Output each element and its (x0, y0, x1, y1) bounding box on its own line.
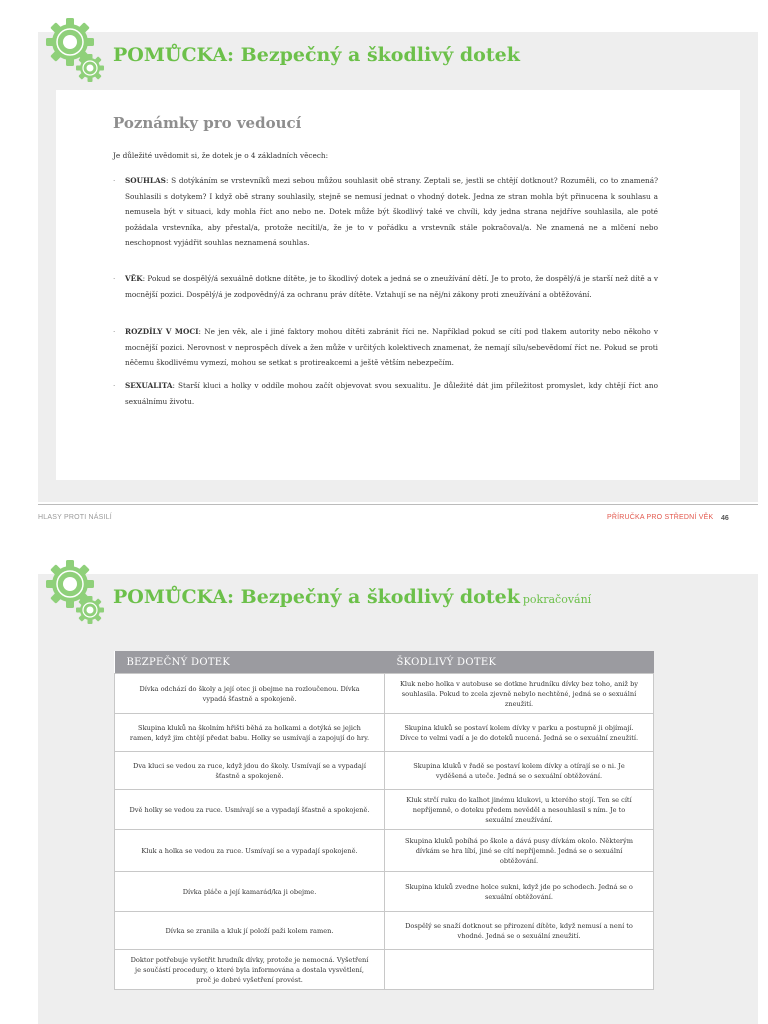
bullet: · (113, 176, 116, 185)
bullet: · (113, 381, 116, 390)
item-text: : Pokud se dospělý/á sexuálně dotkne dítěte, je to škodlivý dotek a jedná se o zneužívání dětí. Je to proto, že dospělý/á je starší než dítě a v mocnější pozici. Dospělý/á je zodpovědný/á za ochranu práv dítěte. Vztahují se na něj/ni zákony proti zneužívání a obtěžování. (125, 274, 658, 299)
list-item (113, 271, 658, 302)
table-row (115, 912, 654, 950)
page-number: 46 (721, 515, 729, 522)
column-header-safe: BEZPEČNÝ DOTEK (115, 651, 385, 674)
table-cell: Dívka odchází do školy a její otec ji obejme na rozloučenou. Dívka vypadá šťastně a spokojeně. (115, 674, 385, 714)
page-title-suffix: pokračování (522, 593, 592, 606)
table-cell: Skupina kluků v řadě se postaví kolem dívky a otírají se o ni. Je vyděšená a uteče. Jedná se o sexuální obtěžování. (385, 752, 654, 790)
page-title (113, 586, 591, 608)
table-row (115, 674, 654, 714)
footer-divider (38, 504, 758, 505)
footer-right-text: PŘÍRUČKA PRO STŘEDNÍ VĚK (607, 514, 714, 521)
intro-text: Je důležité uvědomit si, že dotek je o 4 základních věcech: (113, 151, 329, 160)
table-cell: Kluk nebo holka v autobuse se dotkne hrudníku dívky bez toho, aniž by souhlasila. Pokud to zcela zjevně nebylo nechtěné, jedná se o sexuální zneužití. (385, 674, 654, 714)
page-title-text: POMŮCKA: Bezpečný a škodlivý dotek (113, 586, 520, 608)
footer-left-text: HLASY PROTI NÁSILÍ (38, 514, 112, 521)
table-row (115, 714, 654, 752)
item-term: VĚK (125, 274, 143, 283)
gear-icon (46, 558, 108, 626)
list-item (113, 324, 658, 371)
table-cell: Skupina kluků pobíhá po škole a dává pusy dívkám okolo. Některým dívkám se hra líbí, jiné se cítí nepříjemně. Jedná se o sexuální obtěžování. (385, 830, 654, 872)
table-cell: Dva kluci se vedou za ruce, když jdou do školy. Usmívají se a vypadají šťastně a spokojeně. (115, 752, 385, 790)
table-cell: Dívka pláče a její kamarád/ka ji obejme. (115, 872, 385, 912)
table-header-row (115, 651, 654, 674)
item-term: ROZDÍLY V MOCI (125, 327, 199, 336)
table-row (115, 830, 654, 872)
table-row (115, 790, 654, 830)
page-title: POMŮCKA: Bezpečný a škodlivý dotek (113, 44, 520, 66)
notes-heading: Poznámky pro vedoucí (113, 114, 302, 132)
table-cell: Kluk strčí ruku do kalhot jinému klukovi, u kterého stojí. Ten se cítí nepříjemně, o doteku předem nevěděl a nesouhlasil s ním. Je to sexuální zneužívání. (385, 790, 654, 830)
table-row (115, 752, 654, 790)
table-cell: Doktor potřebuje vyšetřit hrudník dívky, protože je nemocná. Vyšetření je součástí procedury, o které byla informována a dostala vysvětlení, proč je dobré vyšetření provést. (115, 950, 385, 990)
item-text: : Starší kluci a holky v oddíle mohou začít objevovat svou sexualitu. Je důležité dát jim příležitost promyslet, kdy chtějí říct ano sexuálnímu životu. (125, 381, 658, 406)
table-cell: Dospělý se snaží dotknout se přirození dítěte, když nemusí a není to vhodné. Jedná se o sexuální zneužití. (385, 912, 654, 950)
touch-comparison-table (114, 651, 654, 990)
table-cell: Dívka se zranila a kluk jí položí paži kolem ramen. (115, 912, 385, 950)
item-term: SEXUALITA (125, 381, 173, 390)
table-cell: Dvě holky se vedou za ruce. Usmívají se a vypadají šťastně a spokojeně. (115, 790, 385, 830)
table-cell: Skupina kluků se postaví kolem dívky v parku a postupně ji objímají. Dívce to velmi vadí a je do doteků nucená. Jedná se o sexuální zneužití. (385, 714, 654, 752)
table-cell (385, 950, 654, 990)
item-text: : S dotýkáním se vrstevníků mezi sebou můžou souhlasit obě strany. Zeptali se, jestli se chtějí dotknout? Rozuměli, co to znamená? Souhlasili s dotykem? I když obě strany souhlasily, stejně se nemusí jednat o vhodný dotek. Jedna ze stran mohla být přinucena k souhlasu a nemusela být v situaci, kdy mohla říct ano nebo ne. Dotek může být škodlivý také ve chvíli, kdy jedna strana nejdříve souhlasila, ale poté požádala vrstevníka, aby přestal/a, protože necítil/a, že je to v pořádku a vrstevník stále pokračoval/a. Ne znamená ne a mlčení nebo neschopnost vyjádřit souhlas neznamená souhlas. (125, 176, 658, 247)
gear-icon (46, 16, 108, 84)
list-item (113, 173, 658, 251)
table-row (115, 950, 654, 990)
item-text: : Ne jen věk, ale i jiné faktory mohou dítěti zabránit říci ne. Například pokud se cítí pod tlakem autority nebo někoho v mocnější pozici. Nerovnost v neprospěch dívek a žen může v určitých kolektivech znamenat, že nemají sílu/sebevědomí říct ne. Pokud se proti něčemu škodlivému vymezí, mohou se setkat s protireakcemi a ještě větším nebezpečím. (125, 327, 658, 367)
item-term: SOUHLAS (125, 176, 166, 185)
table-cell: Skupina kluků zvedne holce sukni, když jde po schodech. Jedná se o sexuální obtěžování. (385, 872, 654, 912)
table-cell: Kluk a holka se vedou za ruce. Usmívají se a vypadají spokojeně. (115, 830, 385, 872)
table-row (115, 872, 654, 912)
bullet: · (113, 327, 116, 336)
table-cell: Skupina kluků na školním hřišti běhá za holkami a dotýká se jejich ramen, když jim chtějí předat babu. Holky se usmívají a zapojují do hry. (115, 714, 385, 752)
column-header-harmful: ŠKODLIVÝ DOTEK (385, 651, 654, 674)
list-item (113, 378, 658, 409)
bullet: · (113, 274, 116, 283)
